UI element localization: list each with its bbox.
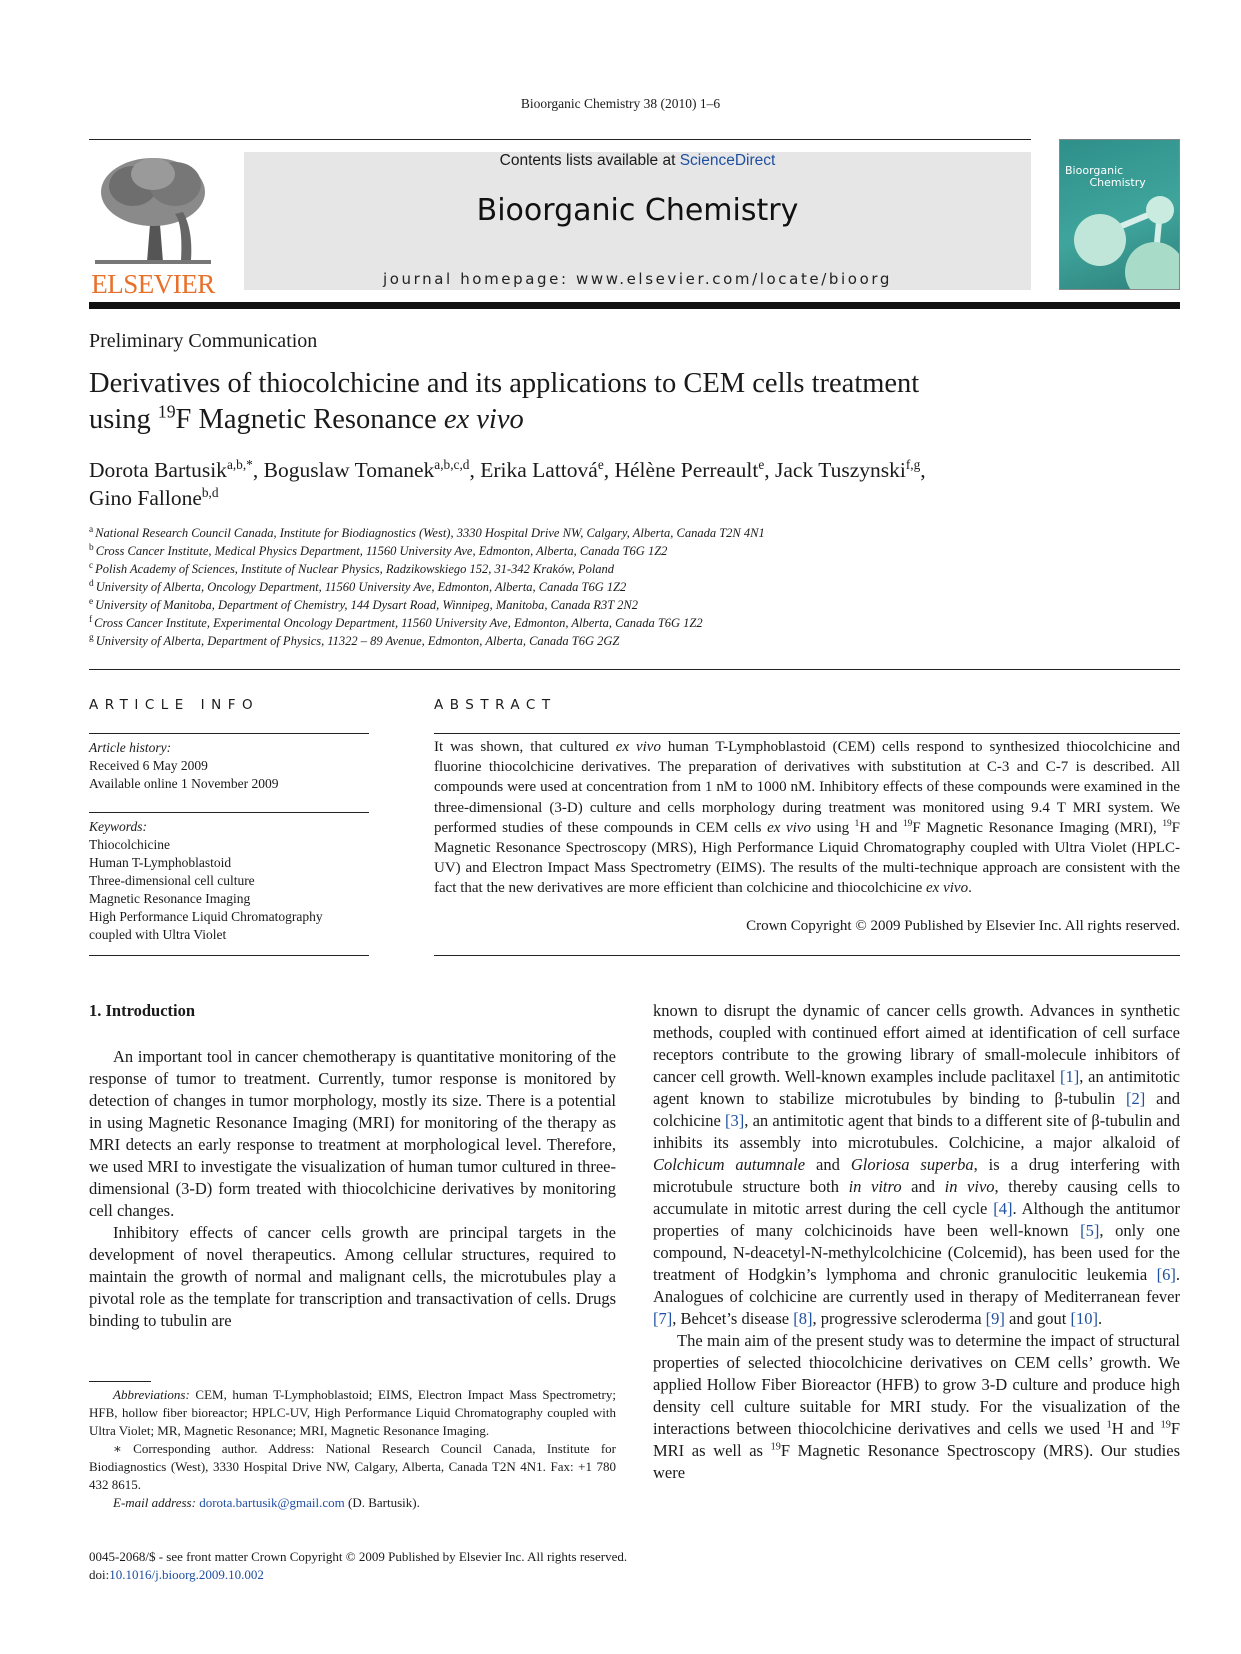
paragraph: known to disrupt the dynamic of cancer cells growth. Advances in synthetic methods, coupled with continued effort aimed at identification of cell surface receptors contribute to the growing library of small-molecule inhibitors of cancer cell growth. Well-known examples include paclitaxel [1], an antimitotic agent known to stabilize microtubules by binding to β-tubulin [2] and colchicine [3], an antimitotic agent that binds to a different site of β-tubulin and inhibits its assembly into microtubules. Colchicine, a major alkaloid of Colchicum autumnale and Gloriosa superba, is a drug interfering with microtubule structure both in vitro and in vivo, thereby causing cells to accumulate in mitotic arrest during the cell cycle [4]. Although the antitumor properties of many colchicinoids have been well-known [5], only one compound, N-deacetyl-N-methylcolchicine (Colcemid), has been used for the treatment of Hodgkin’s lymphoma and chronic granulocitic leukemia [6]. Analogues of colchicine are currently used in therapy of Mediterranean fever [7], Behcet’s disease [8], progressive scleroderma [9] and gout [10]. (653, 1001, 1181, 1328)
article-info-bottom-rule (89, 955, 369, 956)
citation-link[interactable]: [7] (653, 1309, 673, 1328)
author[interactable]: Jack Tuszynski$^{f,g}$ (775, 456, 921, 482)
header-rule (89, 139, 1031, 140)
author[interactable]: Hélène Perreault$^e$ (614, 456, 765, 482)
keyword: coupled with Ultra Violet (89, 927, 227, 942)
abstract-copyright: Crown Copyright © 2009 Published by Elsevier Inc. All rights reserved. (746, 918, 1180, 934)
contents-prefix: Contents lists available at (499, 152, 680, 169)
article-title: Derivatives of thiocolchicine and its applications to CEM cells treatment using $^{19}$F Magnetic Resonance ex vivo (89, 368, 920, 435)
abstract-bottom-rule (434, 955, 1180, 956)
history-label: Article history: (89, 740, 172, 755)
email-link[interactable]: dorota.bartusik@gmail.com (199, 1495, 345, 1510)
author[interactable]: Gino Fallone$^{b,d}$ (89, 484, 219, 510)
citation-link[interactable]: [1] (1060, 1067, 1080, 1086)
affiliation: $^c$ Polish Academy of Sciences, Institute of Nuclear Physics, Radzikowskiego 152, 31-342 Kraków, Poland (89, 560, 615, 576)
article-info-heading: ARTICLE INFO (89, 697, 260, 713)
affiliation: $^f$ Cross Cancer Institute, Experimental Oncology Department, 11560 University Ave, Edmonton, Alberta, Canada T6G 1Z2 (89, 614, 703, 630)
contents-line (244, 152, 1031, 170)
cover-title: Bioorganic Chemistry (1065, 164, 1146, 189)
abbreviations-footnote: Abbreviations: CEM, human T-Lymphoblastoid; EIMS, Electron Impact Mass Spectrometry; HFB, hollow fiber bioreactor; HPLC-UV, High Performance Liquid Chromatography coupled with Ultra Violet; MR, Magnetic Resonance; MRI, Magnetic Resonance Imaging. (89, 1387, 616, 1438)
paragraph: Inhibitory effects of cancer cells growth are principal targets in the development of novel therapeutics. Among cellular structures, required to maintain the growth of normal and malignant cells, the microtubules play a pivotal role as the template for transcription and transactivation of cells. Drugs binding to tubulin are (89, 1223, 616, 1330)
received-date: Received 6 May 2009 (89, 758, 208, 773)
elsevier-wordmark: ELSEVIER (91, 269, 215, 299)
page-footer (89, 1548, 789, 1584)
corresponding-author-footnote: ∗ Corresponding author. Address: National Research Council Canada, Institute for Biodiagnostics (West), 3330 Hospital Drive NW, Calgary, Alberta, Canada T2N 4N1. Fax: +1 780 432 8615. (89, 1441, 616, 1492)
affiliation: $^d$ University of Alberta, Oncology Department, 11560 University Ave, Edmonton, Alberta, Canada T6G 1Z2 (89, 578, 627, 594)
article-history (89, 739, 369, 793)
journal-cover[interactable] (1059, 139, 1180, 290)
affiliation: $^e$ University of Manitoba, Department of Chemistry, 144 Dysart Road, Winnipeg, Manitoba, Canada R3T 2N2 (89, 596, 638, 612)
citation-link[interactable]: [10] (1070, 1309, 1098, 1328)
article-info-rule (89, 733, 369, 734)
author[interactable]: Erika Lattová$^e$ (480, 456, 604, 482)
keywords (89, 818, 369, 944)
keywords-rule (89, 812, 369, 813)
footnote-rule (89, 1381, 151, 1382)
paragraph: The main aim of the present study was to determine the impact of structural properties of selected thiocolchicine derivatives on CEM cells’ growth. We applied Hollow Fiber Bioreactor (HFB) to grow 3-D culture and produce high density cell culture suitable for MRI study. For the visualization of the interactions between thiocolchicine derivatives and cells we used $^1$H and $^{19}$F MRI as well as $^{19}$F Magnetic Resonance Spectroscopy (MRS). Our studies were (653, 1331, 1180, 1482)
affiliations (89, 524, 1189, 650)
citation-link[interactable]: [2] (1126, 1089, 1146, 1108)
article-type: Preliminary Communication (89, 330, 318, 352)
journal-homepage-link[interactable]: journal homepage: www.elsevier.com/locate/bioorg (383, 270, 892, 288)
sciencedirect-link[interactable]: ScienceDirect (679, 152, 776, 169)
molecule-cover-icon (1060, 140, 1180, 290)
email-footnote: E-mail address: dorota.bartusik@gmail.com (D. Bartusik). (113, 1495, 420, 1510)
doi-link[interactable]: 10.1016/j.bioorg.2009.10.002 (109, 1567, 264, 1582)
affiliation: $^g$ University of Alberta, Department of Physics, 11322 – 89 Avenue, Edmonton, Alberta, Canada T6G 2GZ (89, 632, 620, 648)
keyword: Thiocolchicine (89, 837, 170, 852)
citation-link[interactable]: [6] (1156, 1265, 1176, 1284)
header-thick-rule (89, 302, 1180, 309)
journal-title: Bioorganic Chemistry (476, 193, 799, 228)
keyword: Magnetic Resonance Imaging (89, 891, 251, 906)
keywords-label: Keywords: (89, 819, 147, 834)
elsevier-logo[interactable] (89, 152, 217, 299)
affiliation: $^b$ Cross Cancer Institute, Medical Physics Department, 11560 University Ave, Edmonton, Alberta, Canada T6G 1Z2 (89, 542, 668, 558)
abstract-heading: ABSTRACT (434, 697, 557, 713)
keyword: Human T-Lymphoblastoid (89, 855, 232, 870)
introduction-heading: 1. Introduction (89, 1001, 196, 1020)
issn-line: 0045-2068/$ - see front matter Crown Copyright © 2009 Published by Elsevier Inc. All rights reserved. (89, 1549, 628, 1564)
author[interactable]: Dorota Bartusik$^{a,b,*}$ (89, 456, 253, 482)
citation-link[interactable]: [5] (1080, 1221, 1100, 1240)
affiliation: $^a$ National Research Council Canada, Institute for Biodiagnostics (West), 3330 Hospital Drive NW, Calgary, Alberta, Canada T2N 4N1 (89, 524, 765, 540)
citation-link[interactable]: [4] (993, 1199, 1013, 1218)
author-list: Dorota Bartusik$^{a,b,*}$, Boguslaw Tomanek$^{a,b,c,d}$, Erika Lattová$^e$, Hélène Perreault$^e$, Jack Tuszynski$^{f,g}$, Gino Fallone$^{b,d}$ (89, 456, 926, 510)
abstract-rule (434, 733, 1180, 734)
keyword: High Performance Liquid Chromatography (89, 909, 323, 924)
keyword: Three-dimensional cell culture (89, 873, 255, 888)
citation-link[interactable]: [8] (793, 1309, 813, 1328)
doi-line: doi:10.1016/j.bioorg.2009.10.002 (89, 1567, 264, 1582)
available-date: Available online 1 November 2009 (89, 776, 279, 791)
author[interactable]: Boguslaw Tomanek$^{a,b,c,d}$ (263, 456, 470, 482)
abstract-text: It was shown, that cultured ex vivo human T-Lymphoblastoid (CEM) cells respond to synthesized thiocolchicine and fluorine thiocolchicine derivatives. The preparation of derivatives with substitution at C-3 and C-7 is described. All compounds were used at concentration from 1 nM to 1000 nM. Inhibitory effects of these compounds were examined in the three-dimensional (3-D) culture and cells morphology during treatment was monitored using 9.4 T MRI system. We performed studies of these compounds in CEM cells ex vivo using $^1$H and $^{19}$F Magnetic Resonance Imaging (MRI), $^{19}$F Magnetic Resonance Spectroscopy (MRS), High Performance Liquid Chromatography coupled with Ultra Violet (HPLC-UV) and Electron Impact Mass Spectrometry (EIMS). The results of the multi-technique approach are consistent with the fact that the new derivatives are more efficient than colchicine and thiocolchicine ex vivo. (434, 739, 1180, 897)
elsevier-tree-icon (89, 152, 217, 270)
citation-link[interactable]: [9] (985, 1309, 1005, 1328)
footnotes (89, 1386, 616, 1512)
paragraph: An important tool in cancer chemotherapy is quantitative monitoring of the response of tumor to treatment. Currently, tumor response is monitored by detection of changes in tumor morphology, mostly its size. There is a potential in using Magnetic Resonance Imaging (MRI) for monitoring of the therapy as MRI detects an early response to treatment at morphological level. Therefore, we used MRI to investigate the visualization of human tumor cultured in three-dimensional (3-D) form treated with thiocolchicine derivatives by monitoring cell changes. (89, 1047, 616, 1220)
left-column (89, 1046, 616, 1332)
right-column (653, 1000, 1180, 1484)
citation-link[interactable]: [3] (725, 1111, 745, 1130)
section-rule (89, 669, 1180, 670)
journal-banner (244, 152, 1031, 290)
journal-citation: Bioorganic Chemistry 38 (2010) 1–6 (520, 96, 721, 111)
